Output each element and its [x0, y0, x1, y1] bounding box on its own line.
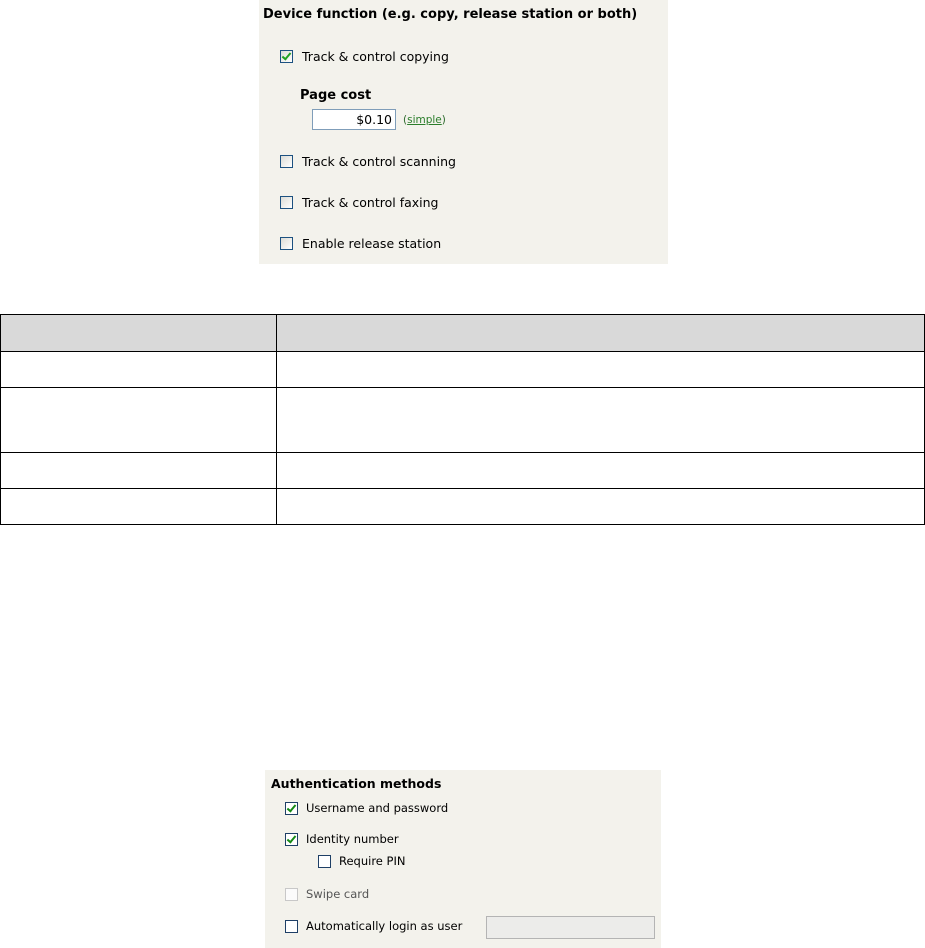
device-function-heading: Device function (e.g. copy, release station or both) [263, 7, 638, 22]
simple-link[interactable]: simple [407, 114, 442, 126]
device-function-panel [259, 0, 668, 264]
table-cell [277, 352, 925, 388]
authentication-methods-heading: Authentication methods [271, 776, 442, 791]
username-password-checkbox[interactable] [285, 802, 298, 815]
identity-number-label: Identity number [306, 832, 399, 846]
swipe-card-option [285, 886, 369, 902]
table-cell [277, 489, 925, 525]
document-table [0, 314, 925, 525]
require-pin-option[interactable] [318, 853, 405, 869]
simple-link-wrapper [403, 114, 446, 126]
release-station-option[interactable] [280, 235, 441, 251]
auto-login-option[interactable] [285, 918, 462, 934]
table-cell [277, 453, 925, 489]
release-station-checkbox[interactable] [280, 237, 293, 250]
table-header-cell [277, 315, 925, 352]
table-row [1, 388, 925, 453]
track-faxing-option[interactable] [280, 194, 439, 210]
track-scanning-label: Track & control scanning [302, 153, 456, 169]
table-cell [277, 388, 925, 453]
table-row [1, 352, 925, 388]
simple-link-open-paren: ( [403, 114, 408, 126]
release-station-label: Enable release station [302, 235, 442, 251]
track-faxing-checkbox[interactable] [280, 196, 293, 209]
track-copying-option[interactable] [280, 48, 449, 64]
auto-login-label: Automatically login as user [306, 919, 463, 933]
table-row [1, 453, 925, 489]
swipe-card-checkbox [285, 888, 298, 901]
table-header-row [1, 315, 925, 352]
track-copying-label: Track & control copying [302, 48, 449, 64]
username-password-label: Username and password [306, 801, 449, 815]
track-copying-checkbox[interactable] [280, 50, 293, 63]
track-scanning-option[interactable] [280, 153, 456, 169]
table-cell [1, 489, 277, 525]
require-pin-label: Require PIN [339, 854, 406, 868]
require-pin-checkbox[interactable] [318, 855, 331, 868]
track-faxing-label: Track & control faxing [302, 194, 439, 210]
table-cell [1, 453, 277, 489]
table-cell [1, 352, 277, 388]
identity-number-option[interactable] [285, 831, 399, 847]
table-header-cell [1, 315, 277, 352]
username-password-option[interactable] [285, 800, 448, 816]
auto-login-checkbox[interactable] [285, 920, 298, 933]
page-cost-input[interactable] [312, 109, 396, 130]
auto-login-user-input[interactable] [486, 916, 655, 939]
identity-number-checkbox[interactable] [285, 833, 298, 846]
track-scanning-checkbox[interactable] [280, 155, 293, 168]
table-cell [1, 388, 277, 453]
page-cost-label: Page cost [300, 88, 372, 103]
table-row [1, 489, 925, 525]
simple-link-close-paren: ) [441, 114, 446, 126]
swipe-card-label: Swipe card [306, 887, 370, 901]
authentication-methods-panel [265, 770, 661, 948]
